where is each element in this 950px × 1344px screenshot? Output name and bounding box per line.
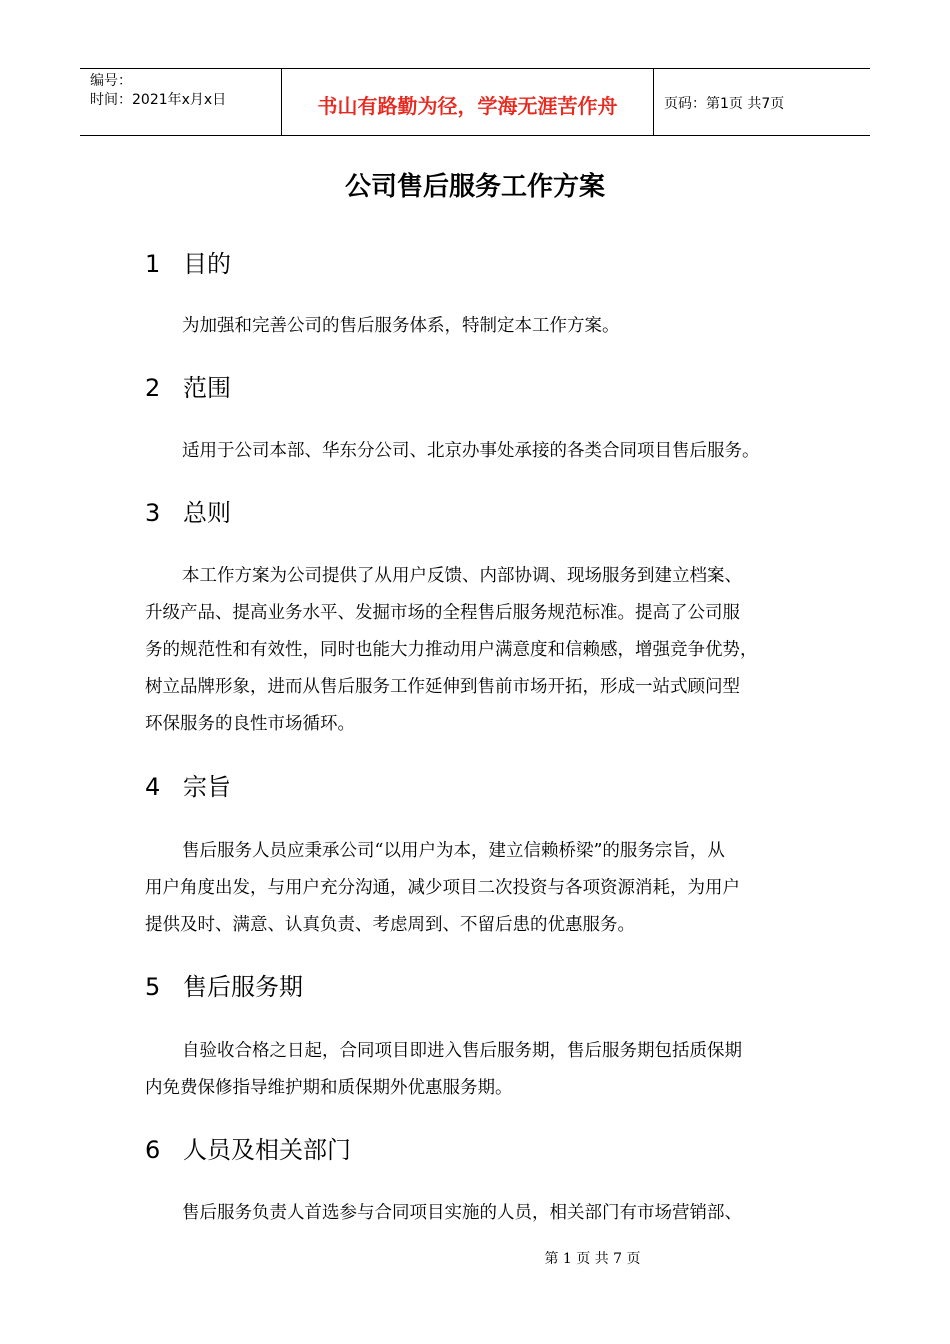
header-motto: 书山有路勤为径，学海无涯苦作舟 [282, 69, 654, 135]
body-line: 提供及时、满意、认真负责、考虑周到、不留后患的优惠服务。 [145, 915, 635, 935]
section-body-tenet [145, 833, 825, 944]
section-heading-scope [145, 373, 231, 403]
date-label: 时间：2021年x月x日 [90, 92, 227, 108]
serial-label: 编号： [90, 73, 132, 89]
body-line: 自验收合格之日起，合同项目即进入售后服务期，售后服务期包括质保期 [182, 1041, 742, 1061]
section-heading-purpose [145, 249, 231, 279]
body-line: 树立品牌形象，进而从售后服务工作延伸到售前市场开拓，形成一站式顾问型 [145, 677, 740, 697]
body-line: 环保服务的良性市场循环。 [145, 714, 355, 734]
section-body-scope [145, 433, 825, 470]
body-line: 售后服务负责人首选参与合同项目实施的人员，相关部门有市场营销部、 [182, 1203, 742, 1223]
body-line: 售后服务人员应秉承公司“以用户为本，建立信赖桥梁”的服务宗旨，从 [182, 841, 725, 861]
section-title: 宗旨 [183, 773, 231, 801]
section-body-purpose [145, 308, 825, 345]
header-table [80, 68, 870, 136]
section-heading-personnel [145, 1135, 351, 1165]
page-footer: 第 1 页 共 7 页 [544, 1251, 641, 1267]
section-number: 1 [145, 250, 161, 278]
body-line: 本工作方案为公司提供了从用户反馈、内部协调、现场服务到建立档案、 [182, 566, 742, 586]
section-heading-service-period [145, 972, 303, 1002]
document-title: 公司售后服务工作方案 [344, 172, 605, 202]
header-meta [80, 69, 282, 135]
section-number: 4 [145, 773, 161, 801]
section-number: 6 [145, 1136, 161, 1164]
body-line: 用户角度出发，与用户充分沟通，减少项目二次投资与各项资源消耗，为用户 [145, 878, 740, 898]
section-number: 5 [145, 973, 161, 1001]
body-line: 务的规范性和有效性，同时也能大力推动用户满意度和信赖感，增强竞争优势， [145, 640, 758, 660]
section-heading-tenet [145, 772, 231, 802]
section-body-personnel [145, 1195, 825, 1232]
body-line: 适用于公司本部、华东分公司、北京办事处承接的各类合同项目售后服务。 [182, 441, 760, 461]
header-page-info: 页码：第1页 共7页 [664, 96, 785, 112]
section-body-general [145, 558, 825, 743]
body-line: 内免费保修指导维护期和质保期外优惠服务期。 [145, 1078, 513, 1098]
section-number: 3 [145, 499, 161, 527]
section-number: 2 [145, 374, 161, 402]
section-title: 总则 [183, 499, 231, 527]
section-title: 范围 [183, 374, 231, 402]
section-heading-general [145, 498, 231, 528]
body-line: 升级产品、提高业务水平、发掘市场的全程售后服务规范标准。提高了公司服 [145, 603, 740, 623]
section-title: 目的 [183, 250, 231, 278]
body-line: 为加强和完善公司的售后服务体系，特制定本工作方案。 [182, 316, 620, 336]
section-title: 售后服务期 [183, 973, 303, 1001]
section-title: 人员及相关部门 [183, 1136, 351, 1164]
section-body-service-period [145, 1033, 825, 1107]
